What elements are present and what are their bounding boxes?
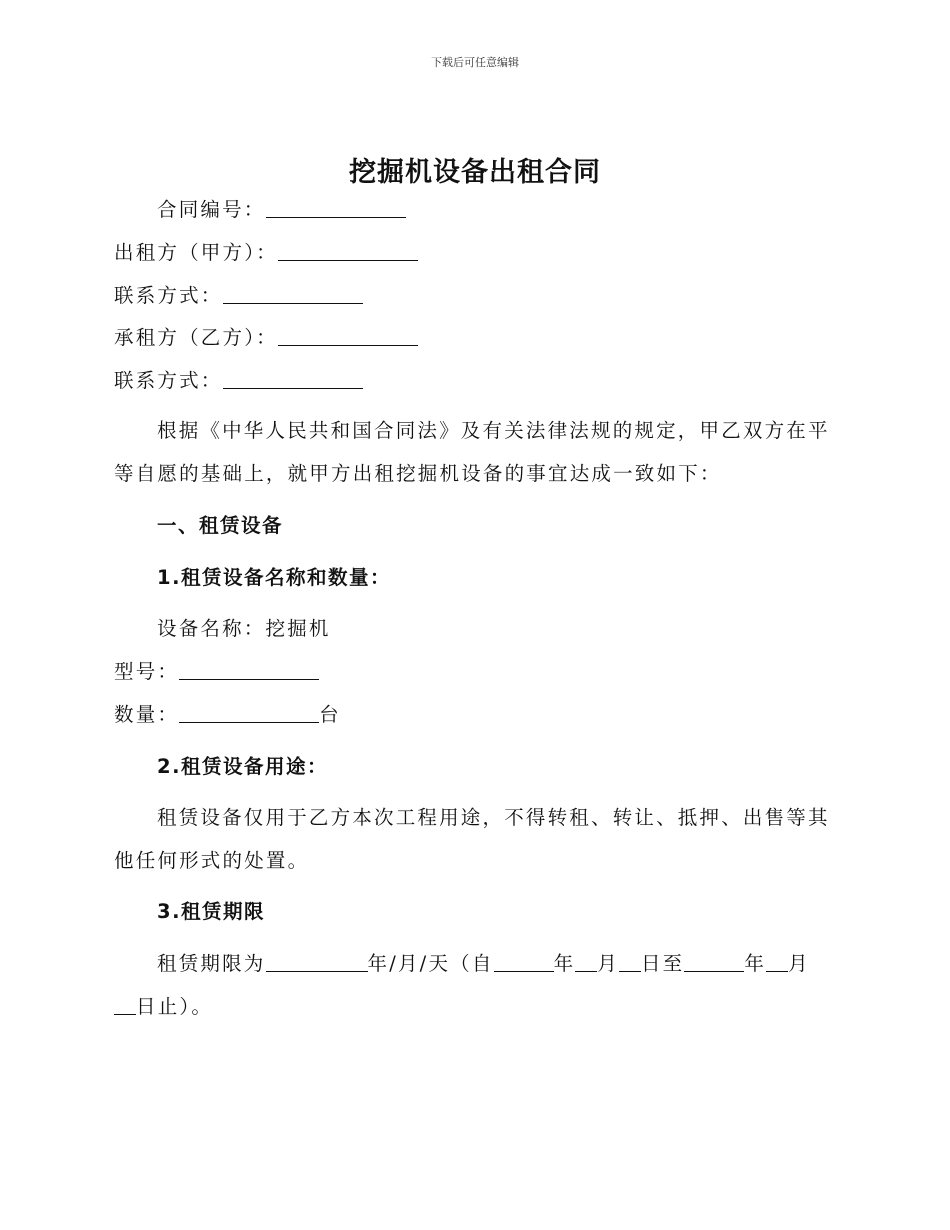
- usage-line-1: 租赁设备仅用于乙方本次工程用途，不得转租、转让、抵押、出售等其: [157, 806, 830, 829]
- end-year-label: 年: [744, 952, 767, 975]
- start-day-to-label: 日至: [640, 952, 685, 975]
- model-label: 型号：: [114, 660, 180, 683]
- intro-line-1: 根据《中华人民共和国合同法》及有关法律法规的规定，甲乙双方在平: [157, 419, 830, 442]
- item-3-heading: 3.租赁期限: [157, 900, 265, 923]
- lease-term-line-1: [157, 951, 877, 977]
- lessee-contact-label: 联系方式：: [114, 369, 223, 392]
- lessee-label: 承租方（乙方）：: [114, 326, 278, 349]
- lessor-blank: [278, 242, 418, 261]
- quantity-label: 数量：: [114, 703, 180, 726]
- lessor-contact-label: 联系方式：: [114, 284, 223, 307]
- lessor-contact-blank: [223, 285, 363, 304]
- item-1-heading: 1.租赁设备名称和数量：: [157, 566, 391, 589]
- model-field: [114, 659, 834, 685]
- start-month-label: 月: [597, 952, 619, 975]
- lessor-field: [114, 240, 834, 266]
- model-blank: [179, 661, 319, 680]
- lease-term-line-2: [114, 994, 834, 1020]
- lessor-label: 出租方（甲方）：: [114, 241, 278, 264]
- lessee-contact-blank: [223, 370, 363, 389]
- lease-term-end: 日止）。: [136, 995, 214, 1018]
- lease-term-prefix: 租赁期限为: [157, 952, 266, 975]
- contract-number-blank: [266, 199, 406, 218]
- usage-line-2: 他任何形式的处置。: [114, 849, 310, 872]
- end-month-label: 月: [788, 952, 810, 975]
- start-year-blank: [494, 953, 554, 972]
- lessee-contact-field: [114, 368, 834, 394]
- lease-term-blank: [266, 953, 368, 972]
- lease-term-unit: 年/月/天（自: [367, 952, 494, 975]
- start-day-blank: [619, 953, 641, 972]
- quantity-unit: 台: [319, 703, 341, 726]
- contract-number-field: [157, 197, 877, 223]
- item-2-heading: 2.租赁设备用途：: [157, 755, 328, 778]
- start-month-blank: [575, 953, 597, 972]
- end-year-blank: [684, 953, 744, 972]
- contract-number-label: 合同编号：: [157, 198, 266, 221]
- device-name: 设备名称：挖掘机: [157, 617, 331, 640]
- lessee-field: [114, 325, 834, 351]
- quantity-blank: [179, 704, 319, 723]
- end-month-blank: [766, 953, 788, 972]
- document-title: 挖掘机设备出租合同: [349, 157, 601, 188]
- quantity-field: [114, 702, 834, 728]
- page-header: 下载后可任意编辑: [431, 56, 519, 69]
- intro-line-2: 等自愿的基础上，就甲方出租挖掘机设备的事宜达成一致如下：: [114, 462, 722, 485]
- section-1-heading: 一、租赁设备: [157, 514, 284, 537]
- lessor-contact-field: [114, 283, 834, 309]
- end-day-blank: [114, 996, 136, 1015]
- start-year-label: 年: [553, 952, 576, 975]
- lessee-blank: [278, 327, 418, 346]
